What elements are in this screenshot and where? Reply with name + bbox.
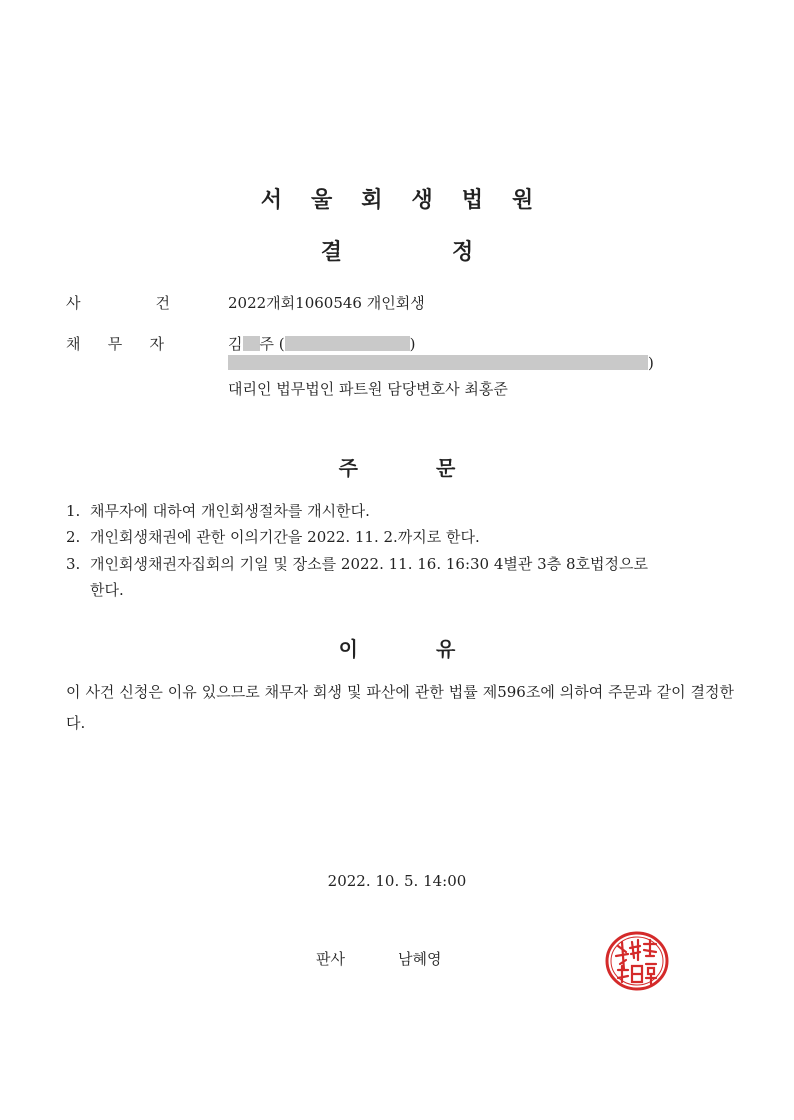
debtor-label — [66, 333, 164, 354]
case-label-char: 사 — [66, 294, 81, 312]
reason-text: 이 사건 신청은 이유 있으므로 채무자 회생 및 파산에 관한 법률 제596조에 의하여 주문과 같이 결정한다. — [66, 683, 734, 732]
debtor-name-first: 김 — [228, 335, 243, 353]
reason-heading: 이유 — [338, 637, 534, 661]
debtor-label-char: 채 — [66, 335, 81, 353]
official-seal-icon — [604, 930, 670, 992]
decision-date: 2022. 10. 5. 14:00 — [327, 872, 467, 890]
court-name: 서울회생법원 — [260, 188, 563, 213]
debtor-paren-close: ) — [409, 335, 416, 353]
case-number: 2022개회1060546 개인회생 — [228, 294, 425, 312]
debtor-name-last: 주 ( — [259, 335, 285, 353]
debtor-label-char: 자 — [149, 335, 164, 353]
order-item — [66, 551, 734, 603]
order-heading: 주문 — [338, 456, 534, 480]
debtor-address — [228, 354, 654, 372]
address-paren-close: ) — [648, 354, 654, 372]
case-label — [66, 292, 170, 313]
document-type: 결정 — [320, 240, 584, 265]
redaction-block — [228, 355, 648, 370]
representative: 대리인 법무법인 파트원 담당변호사 최홍준 — [228, 380, 508, 398]
order-item — [66, 524, 734, 550]
order-item-number: 3. — [66, 555, 81, 573]
order-item-continuation: 한다. — [90, 581, 124, 599]
order-item — [66, 498, 734, 524]
redaction-block — [285, 336, 410, 351]
order-item-number: 1. — [66, 502, 81, 520]
judge-title: 판사 — [316, 950, 345, 968]
case-label-char: 건 — [155, 294, 170, 312]
debtor-label-char: 무 — [107, 335, 123, 353]
order-item-text: 채무자에 대하여 개인회생절차를 개시한다. — [90, 502, 370, 520]
debtor-name — [228, 333, 415, 354]
order-item-number: 2. — [66, 528, 81, 546]
judge-name: 남혜영 — [398, 950, 442, 968]
order-item-text: 개인회생채권에 관한 이의기간을 2022. 11. 2.까지로 한다. — [90, 528, 480, 546]
order-item-text: 개인회생채권자집회의 기일 및 장소를 2022. 11. 16. 16:30 4별관 3층 8호법정으로 — [90, 555, 648, 573]
redaction-block — [243, 336, 260, 351]
